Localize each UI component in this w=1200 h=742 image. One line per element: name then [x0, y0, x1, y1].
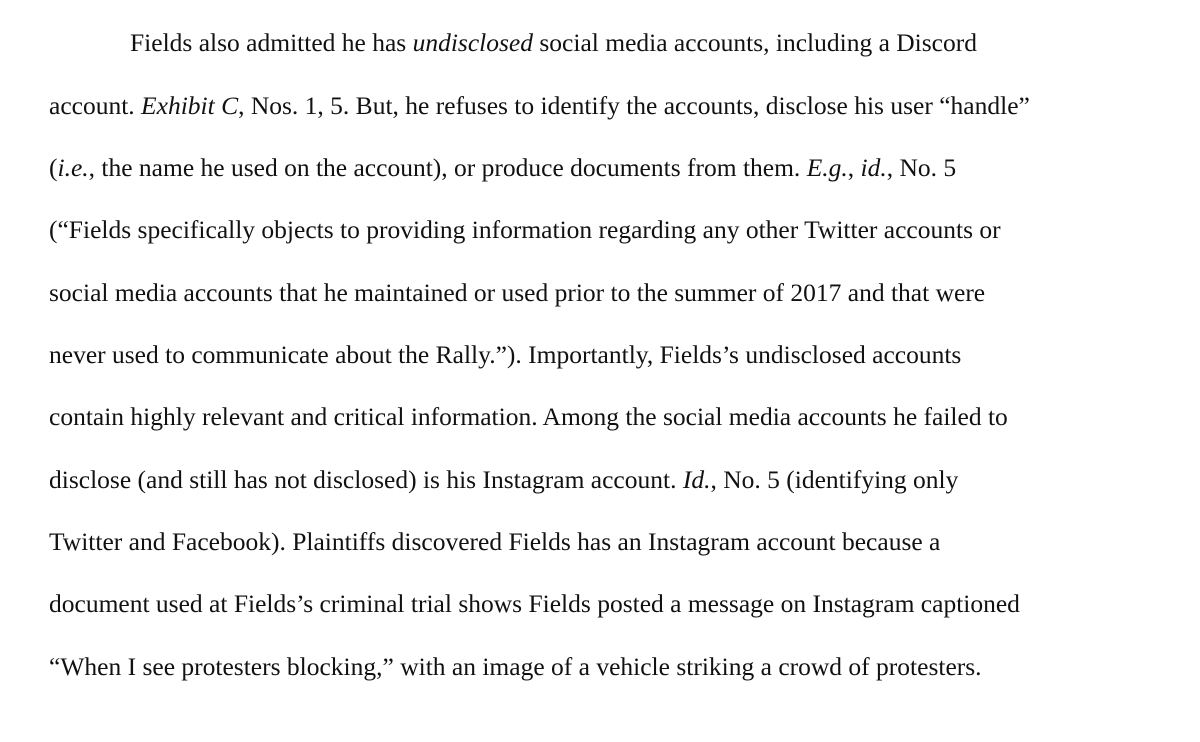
paragraph-line-5	[49, 278, 985, 308]
paragraph-line-11	[49, 652, 982, 682]
text-segment: account.	[49, 91, 142, 120]
text-segment: , No. 5 (identifying only	[710, 465, 959, 494]
text-segment: , No. 5	[886, 153, 957, 182]
text-segment: (“Fields specifically objects to providing information regarding any other Twitter accounts or	[49, 215, 1001, 244]
text-segment: (	[49, 153, 58, 182]
text-segment: disclose (and still has not disclosed) is his Instagram account.	[49, 465, 683, 494]
text-segment: document used at Fields’s criminal trial shows Fields posted a message on Instagram captioned	[49, 589, 1020, 618]
text-segment: Twitter and Facebook). Plaintiffs discovered Fields has an Instagram account because a	[49, 527, 941, 556]
text-segment-italic: i.e.	[57, 153, 89, 182]
text-segment: never used to communicate about the Rally.”). Importantly, Fields’s undisclosed accounts	[49, 340, 962, 369]
text-segment: “When I see protesters blocking,” with an image of a vehicle striking a crowd of protesters.	[49, 652, 982, 681]
text-segment: social media accounts that he maintained or used prior to the summer of 2017 and that were	[49, 278, 986, 307]
paragraph-line-9	[49, 527, 940, 557]
text-segment: , the name he used on the account), or produce documents from them.	[88, 153, 807, 182]
paragraph-line-10	[49, 589, 1020, 619]
text-segment: , Nos. 1, 5. But, he refuses to identify the accounts, disclose his user “handle”	[238, 91, 1030, 120]
paragraph-line-7	[49, 402, 1008, 432]
paragraph-line-2	[49, 91, 1030, 121]
text-segment: social media accounts, including a Discord	[533, 28, 977, 57]
text-segment: ,	[847, 153, 861, 182]
text-segment-italic: undisclosed	[412, 28, 533, 57]
paragraph-line-3	[49, 153, 956, 183]
text-segment: contain highly relevant and critical information. Among the social media accounts he failed to	[49, 402, 1008, 431]
text-segment-italic: E.g.	[806, 153, 848, 182]
text-segment-italic: Exhibit C	[141, 91, 239, 120]
paragraph-line-6	[49, 340, 961, 370]
text-segment: Fields also admitted he has	[130, 28, 413, 57]
text-segment-italic: id.	[860, 153, 887, 182]
paragraph-line-8	[49, 465, 958, 495]
text-segment-italic: Id.	[682, 465, 711, 494]
paragraph-line-4	[49, 215, 1001, 245]
paragraph-line-1	[130, 28, 977, 58]
